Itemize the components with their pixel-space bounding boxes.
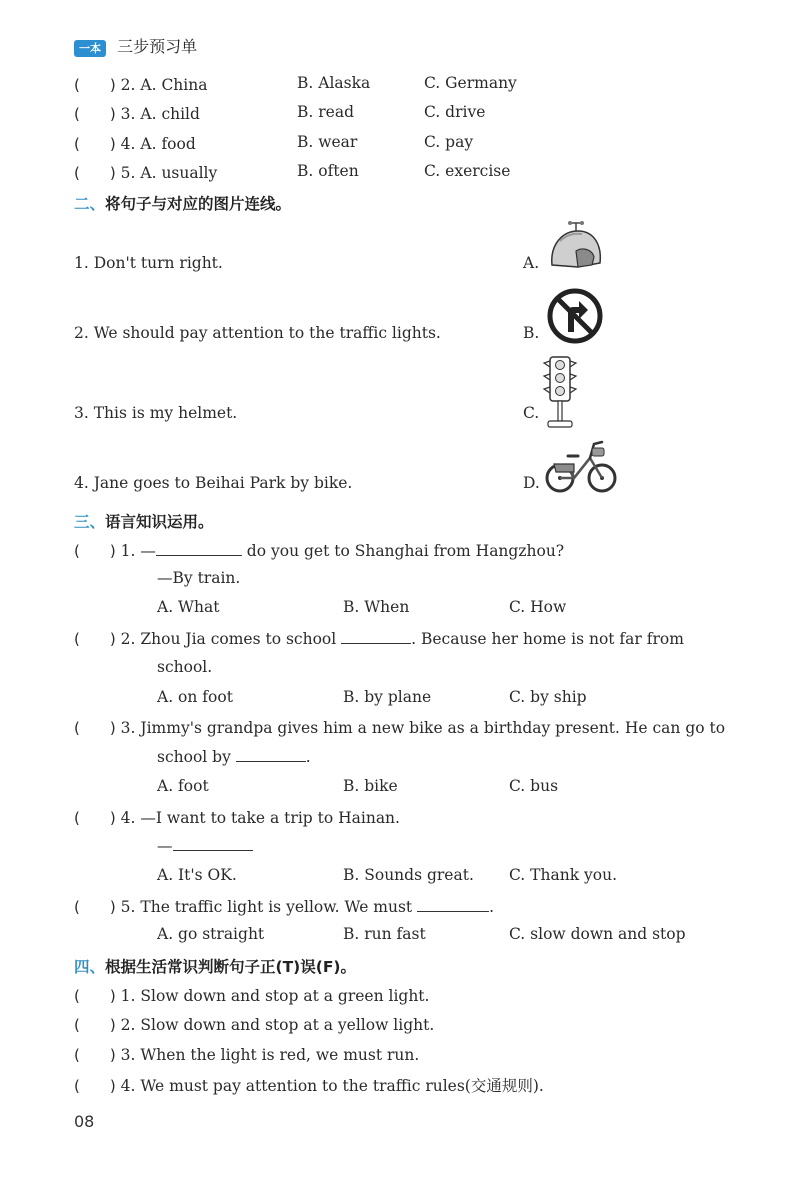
option-c: C. exercise <box>424 162 511 180</box>
option-a: A. China <box>140 76 208 94</box>
judge-row <box>74 1074 544 1096</box>
option-b: B. often <box>297 162 359 180</box>
picture-label: C. <box>523 404 540 422</box>
question-text: . Because her home is not far from <box>411 630 684 648</box>
option-c: C. Thank you. <box>509 866 618 884</box>
dialogue-answer: —By train. <box>157 569 241 587</box>
answer-paren[interactable]: ( ) <box>74 898 116 916</box>
question-tail: . <box>489 898 495 916</box>
bicycle-icon <box>544 438 618 496</box>
option-b: B. Sounds great. <box>343 866 474 884</box>
question-number: 2. <box>120 76 136 94</box>
section-number: 二、 <box>74 195 106 213</box>
answer-paren[interactable]: ( ) <box>74 987 116 1005</box>
option-a: A. foot <box>157 777 209 795</box>
option-a: A. on foot <box>157 688 233 706</box>
helmet-icon <box>548 217 604 277</box>
judge-row <box>74 1014 434 1035</box>
option-a: A. It's OK. <box>157 866 237 884</box>
picture-label: D. <box>523 474 540 492</box>
answer-blank[interactable] <box>341 629 411 644</box>
answer-paren[interactable]: ( ) <box>74 630 116 648</box>
header <box>74 34 197 57</box>
option-b: B. by plane <box>343 688 432 706</box>
question-row <box>74 807 400 828</box>
page-number: 08 <box>74 1112 95 1131</box>
question-row <box>74 540 564 561</box>
option-a: A. child <box>140 105 200 123</box>
question-lead: 1. — <box>120 542 156 560</box>
section-title: 根据生活常识判断句子正(T)误(F)。 <box>105 958 357 976</box>
statement: 1. Slow down and stop at a green light. <box>120 987 430 1005</box>
dash: — <box>157 837 173 855</box>
option-c: C. How <box>509 598 567 616</box>
book-title: 三步预习单 <box>117 37 198 56</box>
question-tail: . <box>305 748 311 766</box>
option-c: C. pay <box>424 133 474 151</box>
statement: 3. When the light is red, we must run. <box>120 1046 420 1064</box>
section-heading <box>74 192 291 214</box>
choice-row <box>74 103 200 124</box>
answer-paren[interactable]: ( ) <box>74 1016 116 1034</box>
choice-row <box>74 162 217 183</box>
option-b: B. Alaska <box>297 74 371 92</box>
answer-paren[interactable]: ( ) <box>74 719 116 737</box>
judge-row <box>74 1044 419 1065</box>
question-row <box>74 717 725 738</box>
question-text: 4. —I want to take a trip to Hainan. <box>120 809 400 827</box>
option-c: C. drive <box>424 103 486 121</box>
match-sentence: 1. Don't turn right. <box>74 254 223 272</box>
option-b: B. run fast <box>343 925 426 943</box>
option-c: C. Germany <box>424 74 517 92</box>
option-c: C. by ship <box>509 688 587 706</box>
brand-badge: 一本 <box>74 40 106 57</box>
section-heading <box>74 955 356 977</box>
option-a: A. go straight <box>157 925 265 943</box>
match-sentence: 2. We should pay attention to the traffic lights. <box>74 324 441 342</box>
choice-row <box>74 133 196 154</box>
question-text: do you get to Shanghai from Hangzhou? <box>241 542 565 560</box>
section-number: 四、 <box>74 958 106 976</box>
answer-blank[interactable] <box>156 541 242 556</box>
match-sentence: 3. This is my helmet. <box>74 404 238 422</box>
answer-paren[interactable]: ( ) <box>74 135 116 153</box>
option-b: B. read <box>297 103 354 121</box>
option-a: A. food <box>140 135 196 153</box>
question-row <box>74 896 494 917</box>
question-row <box>74 628 684 649</box>
question-lead: school by <box>157 748 231 766</box>
answer-paren[interactable]: ( ) <box>74 164 116 182</box>
question-continuation: school. <box>157 658 213 676</box>
option-a: A. usually <box>140 164 218 182</box>
answer-paren[interactable]: ( ) <box>74 1046 116 1064</box>
no-right-turn-icon <box>547 288 603 344</box>
question-lead: 2. Zhou Jia comes to school <box>120 630 337 648</box>
question-number: 5. <box>120 164 136 182</box>
question-lead: 5. The traffic light is yellow. We must <box>120 898 413 916</box>
answer-paren[interactable]: ( ) <box>74 76 116 94</box>
option-a: A. What <box>157 598 220 616</box>
match-sentence: 4. Jane goes to Beihai Park by bike. <box>74 474 353 492</box>
answer-paren[interactable]: ( ) <box>74 809 116 827</box>
question-number: 3. <box>120 105 136 123</box>
answer-paren[interactable]: ( ) <box>74 542 116 560</box>
dialogue-reply <box>157 836 253 855</box>
picture-label: B. <box>523 324 540 342</box>
section-number: 三、 <box>74 513 106 531</box>
question-number: 4. <box>120 135 136 153</box>
answer-blank[interactable] <box>417 897 489 912</box>
question-text: 3. Jimmy's grandpa gives him a new bike as a birthday present. He can go to <box>120 719 726 737</box>
option-c: C. bus <box>509 777 559 795</box>
option-b: B. When <box>343 598 410 616</box>
answer-paren[interactable]: ( ) <box>74 105 116 123</box>
statement: 4. We must pay attention to the traffic rules(交通规则). <box>120 1077 544 1095</box>
section-heading <box>74 510 214 532</box>
choice-row <box>74 74 207 95</box>
answer-paren[interactable]: ( ) <box>74 1077 116 1095</box>
judge-row <box>74 985 429 1006</box>
option-b: B. bike <box>343 777 398 795</box>
section-title: 将句子与对应的图片连线。 <box>105 195 292 213</box>
traffic-light-icon <box>540 355 580 431</box>
answer-blank[interactable] <box>236 747 306 762</box>
picture-label: A. <box>523 254 540 272</box>
option-b: B. wear <box>297 133 358 151</box>
question-continuation <box>157 747 311 766</box>
answer-blank[interactable] <box>173 836 253 851</box>
statement: 2. Slow down and stop at a yellow light. <box>120 1016 435 1034</box>
section-title: 语言知识运用。 <box>105 513 214 531</box>
option-c: C. slow down and stop <box>509 925 686 943</box>
